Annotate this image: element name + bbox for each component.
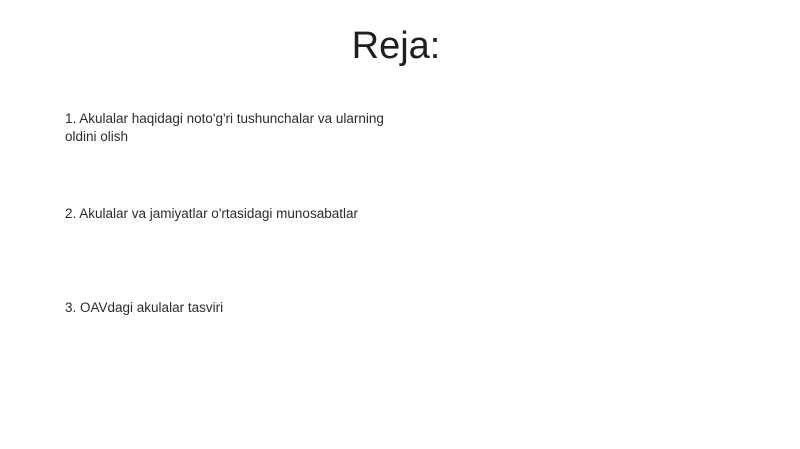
- plan-item-1: 1. Akulalar haqidagi noto'g'ri tushunchalar va ularning oldini olish: [65, 111, 384, 144]
- plan-item-2: 2. Akulalar va jamiyatlar o'rtasidagi munosabatlar: [65, 206, 358, 221]
- slide-title: Reja:: [351, 25, 441, 67]
- plan-item-3: 3. OAVdagi akulalar tasviri: [65, 300, 224, 315]
